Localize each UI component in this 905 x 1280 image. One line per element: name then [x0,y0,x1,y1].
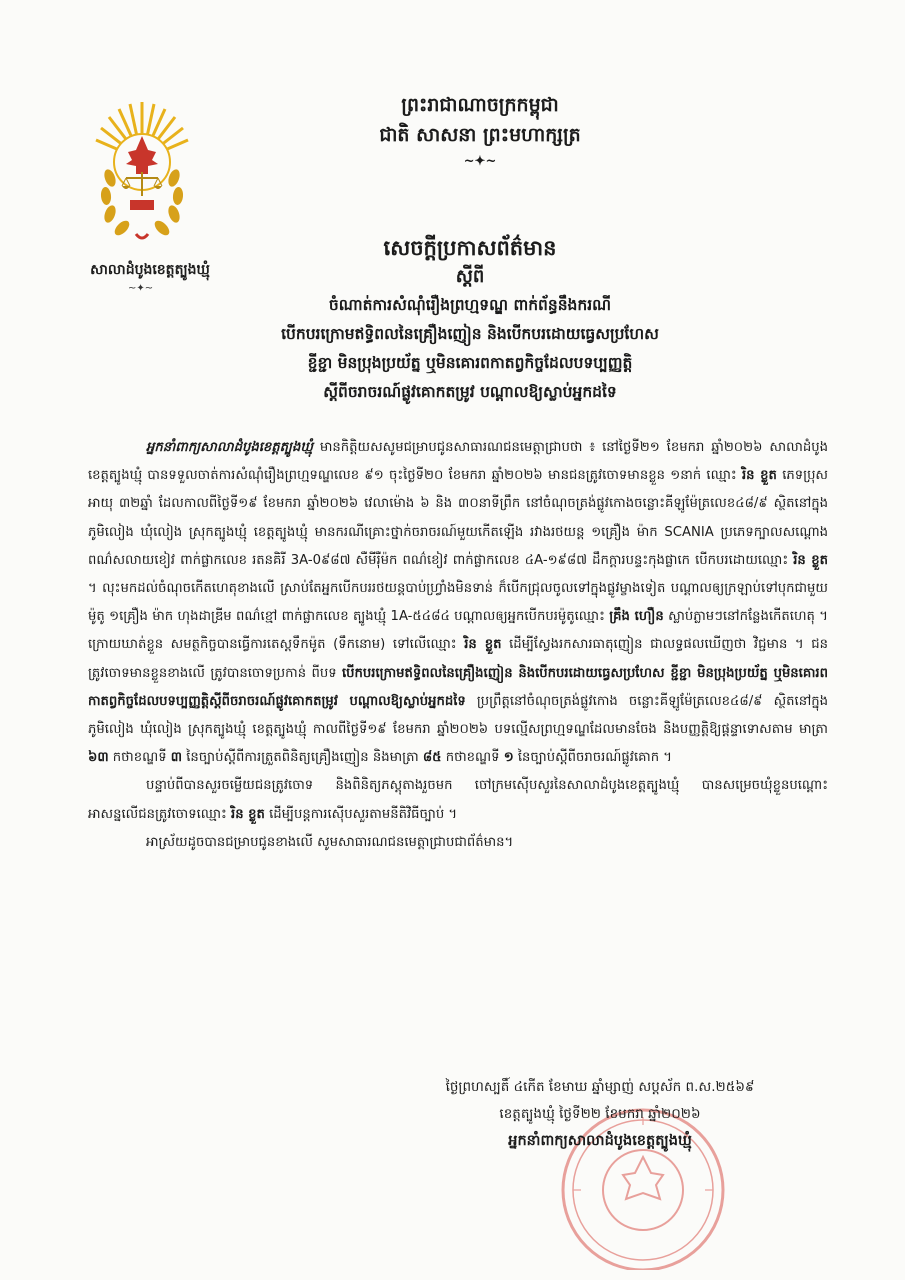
victim-name: គ្រឹង ហឿន [609,609,664,625]
signatory-title: អ្នកនាំពាក្យសាលាដំបូងខេត្តត្បូងឃ្មុំ [508,1133,692,1149]
national-motto: ជាតិ សាសនា ព្រះមហាក្សត្រ [379,124,581,146]
accused-name: រិន ខ្លួត [741,468,777,484]
document-title: សេចក្តីប្រកាសព័ត៌មាន [383,235,557,260]
kingdom-header [330,90,630,169]
paragraph-1 [88,434,828,772]
title-block [150,232,790,406]
text-run: ដើម្បីបន្តការស៊ើបសួរតាមនីតិវិធីច្បាប់ ។ [264,806,458,822]
subject-line: បើកបរក្រោមឥទ្ធិពលនៃគ្រឿងញៀន និងបើកបរដោយធ្វេសប្រហែស [281,324,659,343]
court-name: សាលាដំបូងខេត្តត្បូងឃ្មុំ [90,262,210,278]
text-run: ភេទប្រុស អាយុ ៣២ឆ្នាំ ដែលកាលពីថ្ងៃទី១៩ ខែមករា ឆ្នាំ២០២៦ វេលាម៉ោង ៦ និង ៣០នាទីព្រឹក នៅចំណុចត្រង់ផ្លូវកោងចន្លោះគីឡូម៉ែត្រលេខ៤៨/៩ ស្ថិតនៅក្នុងភូមិលៀង ឃុំលៀង ស្រុកត្បូងឃ្មុំ ខេត្តត្បូងឃ្មុំ មានករណីគ្រោះថ្នាក់ចរាចរណ៍មួយកើតឡើង រវាងរថយន្ត ១គ្រឿង ម៉ាក SCANIA ប្រភេទក្បាលសណ្តោង ពណ៌សលាយខៀវ ពាក់ផ្លាកលេខ រតនគិរី 3A-0៩៨៧ សឺមីរ៉ឺម៉ក ពណ៌ខៀវ ពាក់ផ្លាកលេខ ៤A-១៩៨៧ ដឹកក្តារបន្ទះកុងផ្លាកេ បើកបរដោយឈ្មោះ [88,468,828,568]
court-emblem-icon [92,100,192,250]
date-signature-block [380,1074,820,1155]
accused-name: រិន ខ្លួត [231,806,265,822]
solar-date: ខេត្តត្បូងឃ្មុំ ថ្ងៃទី២២ ខែមករា ឆ្នាំ២០២៦ [499,1106,701,1122]
paragraph-3: អាស្រ័យដូចបានជម្រាបជូនខាងលើ សូមសាធារណជនមេត្តាជ្រាបជាព័ត៌មាន។ [146,834,514,850]
text-run: ។ លុះមកដល់ចំណុចកើតហេតុខាងលើ ស្រាប់តែអ្នកបើកបររថយន្តបាប់ហ្វ្រាំងមិនទាន់ ក៏បើកជ្រុលចូលទៅក្នុងផ្លូវម្ខាងទៀត បណ្តាលឲ្យក្រឡាប់ទៅបុកជាមួយម៉ូតូ ១គ្រឿង ម៉ាក ហុងដាឌ្រីម ពណ៌ខ្មៅ ពាក់ផ្លាកលេខ ត្បូងឃ្មុំ 1A-៥៤៨៤ បណ្តាលឲ្យអ្នកបើកបរម៉ូតូឈ្មោះ [88,581,828,625]
accused-name: រិន ខ្លួត [793,552,828,568]
subject-line: ចំណាត់ការសំណុំរឿងព្រហ្មទណ្ឌ ពាក់ព័ន្ធនឹងករណី [328,295,612,314]
subject-line: ស្តីពីចរាចរណ៍ផ្លូវគោកតម្រូវ បណ្តាលឱ្យស្លាប់អ្នកដទៃ [323,382,617,401]
charge-text: បើកបរក្រោមឥទ្ធិពលនៃគ្រឿងញៀន និងបើកបរដោយធ្វេសប្រហែស ខ្ជីខ្ជា មិនប្រុងប្រយ័ត្ន ឬមិនគោរពកាតព្វកិច្ចដែលបទប្បញ្ញត្តិស្តីពីចរាចរណ៍ផ្លូវគោកតម្រូវ បណ្តាលឱ្យស្លាប់អ្នកដទៃ [88,665,828,709]
text-run: បន្ទាប់ពីបានសួរចម្លើយជនត្រូវចោទ និងពិនិត្យភស្តុតាងរួចមក ចៅក្រមស៊ើបសួរនៃសាលាដំបូងខេត្តត្បូងឃ្មុំ បានសម្រេចឃុំខ្លួនបណ្តោះអាសន្នលើជនត្រូវចោទឈ្មោះ [88,778,828,822]
title-about: ស្តីពី [455,266,485,287]
lunar-date: ថ្ងៃព្រហស្បតិ៍ ៤កើត ខែមាឃ ឆ្នាំម្សាញ់ សប្តស័ក ព.ស.២៥៦៩ [445,1079,755,1095]
text-run: ដើម្បីស្វែងរកសារធាតុញៀន ជាលទ្ធផលឃើញថា វិជ្ជមាន ។ ជនត្រូវចោទមានខ្លួនខាងលើ ត្រូវបានចោទប្រកាន់ ពីបទ [88,637,829,681]
text-run: ស្លាប់ភ្លាមៗនៅកន្លែងកើតហេតុ ។ ក្រោយឃាត់ខ្លួន សមត្ថកិច្ចបានធ្វើការតេស្តទឹកម៉ូត (ទឹកនោម) ទៅលើឈ្មោះ [88,609,828,653]
text-run: នៃច្បាប់ស្តីពីចរាចរណ៍ផ្លូវគោក ។ [513,750,672,766]
text-run: នៃច្បាប់ស្តីពីការត្រួតពិនិត្យគ្រឿងញៀន និងមាត្រា [182,750,423,766]
text-run: ប្រព្រឹត្តនៅចំណុចត្រង់ផ្លូវកោង ចន្លោះគីឡូម៉ែត្រលេខ៤៨/៩ ស្ថិតនៅក្នុងភូមិលៀង ឃុំលៀង ស្រុកត្បូងឃ្មុំ ខេត្តត្បូងឃ្មុំ កាលពីថ្ងៃទី១៩ ខែមករា ឆ្នាំ២០២៦ បទល្មើសព្រហ្មទណ្ឌដែលមានចែង និងបញ្ញត្តិឱ្យផ្តន្ទាទោសតាម មាត្រា [88,693,828,738]
paragraph-number: ៣ [170,750,183,766]
court-ornament: ~✦~ [128,283,154,294]
header-ornament: ~✦~ [463,154,497,169]
article-number: ៨៥ [422,750,442,766]
announcement-body [88,434,828,857]
text-run: មានកិត្តិយសសូមជម្រាបជូនសាធារណជនមេត្តាជ្រាបថា ៖ នៅថ្ងៃទី២១ ខែមករា ឆ្នាំ២០២៦ សាលាដំបូងខេត្តត្បូងឃ្មុំ បានទទួលចាត់ការសំណុំរឿងព្រហ្មទណ្ឌលេខ ៩១ ចុះថ្ងៃទី២០ ខែមករា ឆ្នាំ២០២៦ មានជនត្រូវចោទមានខ្លួន ១នាក់ ឈ្មោះ [88,440,828,484]
spokesperson-lead: អ្នកនាំពាក្យសាលាដំបូងខេត្តត្បូងឃ្មុំ [146,440,313,455]
accused-name: រិន ខ្លួត [464,637,502,653]
text-run: កថាខណ្ឌទី [108,750,171,766]
paragraph-2 [88,772,828,828]
paragraph-number: ១ [503,750,514,766]
article-number: ៦៣ [88,750,109,766]
subject-line: ខ្ជីខ្ជា មិនប្រុងប្រយ័ត្ន ឬមិនគោរពកាតព្វកិច្ចដែលបទប្បញ្ញត្តិ [307,353,633,372]
kingdom-name: ព្រះរាជាណាចក្រកម្ពុជា [401,94,559,116]
text-run: កថាខណ្ឌទី [441,750,504,766]
